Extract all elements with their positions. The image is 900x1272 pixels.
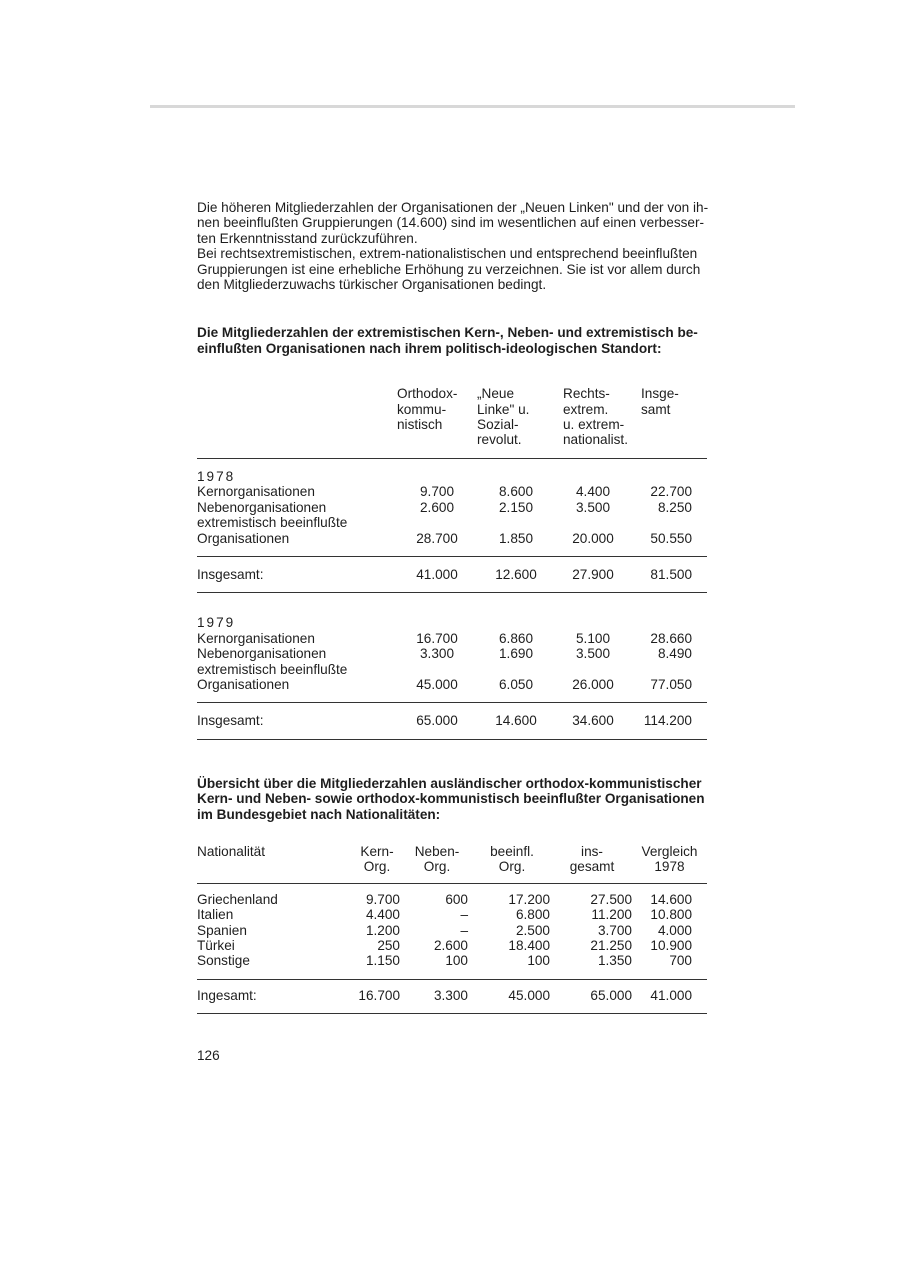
cell-value: 22.700 [650,484,692,500]
header-text: u. extrem- [563,417,625,433]
header-text: 1978 [654,859,685,875]
table1-title-line: einflußten Organisationen nach ihrem politisch-ideologischen Standort: [197,340,662,356]
cell-value: 100 [527,953,550,969]
intro-line: nen beeinflußten Gruppierungen (14.600) sind im wesentlichen auf einen verbesser- [197,215,705,231]
table-row [197,531,707,546]
total-value: 81.500 [650,566,692,582]
row-label: Kernorganisationen [197,630,315,646]
intro-line: Gruppierungen ist eine erhebliche Erhöhung zu verzeichnen. Sie ist vor allem durch [197,261,701,277]
cell-value: 6.050 [498,676,534,692]
intro-line: Die höheren Mitgliederzahlen der Organisationen der „Neuen Linken" und der von ih- [197,200,709,215]
header-text: revolut. [477,432,522,448]
header-text: Rechts- [563,386,610,402]
row-label: Sonstige [197,953,250,969]
row-label: Organisationen [197,530,290,546]
cell-value: 18.400 [508,938,550,953]
row-label: Nebenorganisationen [197,499,327,515]
total-value: 114.200 [643,713,692,729]
table1-year-row [197,615,707,630]
cell-value: 1.200 [365,922,400,938]
intro-text [197,200,709,292]
table-row [197,631,707,646]
row-label: Kernorganisationen [197,484,315,500]
table1-total-row [197,567,707,593]
cell-value: 3.700 [597,922,632,938]
table-row [197,515,707,530]
header-text: Linke" u. [477,401,530,417]
table-row [197,646,707,661]
table-row [197,677,707,692]
scan-edge-line [150,105,795,108]
cell-value: 8.250 [657,499,692,515]
table2-total-row [197,988,707,1014]
table1-year-row [197,469,707,484]
table2-header-side [402,844,472,883]
row-label: Organisationen [197,676,290,692]
cell-value: 17.200 [508,891,550,907]
header-text: Vergleich [641,843,698,859]
table1-header-new-left [477,386,555,458]
table1-header-orthodox [397,386,477,458]
total-label: Insgesamt: [197,713,264,729]
cell-value: 77.050 [650,676,692,692]
cell-value: 1.850 [498,530,534,546]
row-label: Italien [197,907,234,923]
membership-by-ideology-table [197,386,707,762]
table2-title-line: Übersicht über die Mitgliederzahlen ausländischer orthodox-kommunistischer [197,775,702,791]
row-label: extremistisch beeinflußte [197,515,348,531]
cell-value: 250 [377,938,400,953]
table1-header-right-extreme [555,386,631,458]
cell-value: 9.700 [419,484,455,500]
table-row [197,953,707,968]
total-value: 41.000 [650,987,692,1003]
cell-value: 4.000 [657,922,692,938]
header-text: Kern- [360,843,394,859]
intro-line: Bei rechtsextremistischen, extrem-nationalistischen und entsprechend beeinflußten [197,246,698,262]
total-value: 27.900 [572,566,614,582]
header-text: ins- [581,843,603,859]
cell-value: 2.500 [515,922,550,938]
header-text: extrem. [563,401,609,417]
cell-value: 28.700 [416,530,458,546]
total-value: 45.000 [508,987,550,1003]
total-value: 14.600 [495,713,537,729]
header-text: Insge- [641,386,679,402]
header-text: kommu- [397,401,447,417]
cell-value: 16.700 [416,630,458,646]
cell-value: 1.690 [498,646,534,662]
header-text: nistisch [397,417,443,433]
table-row [197,907,707,922]
cell-value: 700 [669,953,692,969]
cell-value: 5.100 [575,630,611,646]
table2-title-line: im Bundesgebiet nach Nationalitäten: [197,806,441,822]
table2-header-total [552,844,632,883]
cell-value: – [460,907,468,923]
cell-value: 10.900 [650,938,692,953]
year-label: 1978 [197,468,236,484]
header-text: Org. [363,859,391,875]
row-label: Nebenorganisationen [197,646,327,662]
table2-header-row [197,844,707,883]
table2-title-line: Kern- und Neben- sowie orthodox-kommunistisch beeinflußter Organisationen [197,791,705,807]
table1-header-total [631,386,707,458]
year-label: 1979 [197,615,236,631]
cell-value: 28.660 [650,630,692,646]
cell-value: 600 [445,891,468,907]
membership-by-nationality-table [197,844,707,1016]
cell-value: 2.150 [498,499,534,515]
table2-header-core [352,844,402,883]
total-value: 3.300 [433,987,468,1003]
cell-value: 8.490 [657,646,692,662]
cell-value: 4.400 [575,484,611,500]
row-label: Griechenland [197,891,278,907]
cell-value: 1.150 [365,953,400,969]
intro-line: ten Erkenntnisstand zurückzuführen. [197,230,418,246]
total-value: 34.600 [572,713,614,729]
cell-value: 26.000 [572,676,614,692]
total-value: 65.000 [416,713,458,729]
cell-value: 3.500 [575,499,611,515]
cell-value: 21.250 [590,938,632,953]
header-text: gesamt [569,859,615,875]
cell-value: 2.600 [419,499,455,515]
table1-header-row [197,386,707,458]
table-row [197,938,707,953]
cell-value: 50.550 [650,530,692,546]
cell-value: 1.350 [597,953,632,969]
table1-total-row [197,713,707,739]
table-row [197,662,707,677]
table2-title [197,776,709,822]
cell-value: 9.700 [365,891,400,907]
header-text: beeinfl. [490,843,534,859]
table-row [197,484,707,499]
table2-header-influenced [472,844,552,883]
header-text: Sozial- [477,417,519,433]
cell-value: 6.860 [498,630,534,646]
header-text: „Neue [477,386,515,402]
document-page [197,200,709,1016]
total-value: 16.700 [358,987,400,1003]
table1-title [197,325,709,356]
page-number: 126 [197,1048,220,1063]
header-text: samt [641,401,671,417]
cell-value: 3.300 [419,646,455,662]
header-text: Org. [423,859,451,875]
table2-header-nationality [197,844,352,883]
cell-value: 27.500 [590,891,632,907]
cell-value: 2.600 [433,938,468,953]
total-label: Insgesamt: [197,566,264,582]
table-row [197,500,707,515]
total-value: 65.000 [590,987,632,1003]
row-label: extremistisch beeinflußte [197,661,348,677]
cell-value: 45.000 [416,676,458,692]
row-label: Türkei [197,938,235,953]
cell-value: 4.400 [365,907,400,923]
cell-value: 6.800 [515,907,550,923]
cell-value: 14.600 [650,891,692,907]
header-text: nationalist. [563,432,628,448]
total-label: Ingesamt: [197,987,257,1003]
table-row [197,892,707,907]
table2-header-comparison [632,844,707,883]
cell-value: – [460,922,468,938]
header-text: Nationalität [197,843,266,859]
cell-value: 3.500 [575,646,611,662]
total-value: 41.000 [416,566,458,582]
table-row [197,923,707,938]
table1-header-empty [197,386,397,458]
header-text: Org. [498,859,526,875]
cell-value: 8.600 [498,484,534,500]
intro-line: den Mitgliederzuwachs türkischer Organisationen bedingt. [197,277,547,293]
total-value: 12.600 [495,566,537,582]
table1-title-line: Die Mitgliederzahlen der extremistischen Kern-, Neben- und extremistisch be- [197,325,698,341]
header-text: Neben- [414,843,460,859]
header-text: Orthodox- [397,386,458,402]
row-label: Spanien [197,922,247,938]
cell-value: 100 [445,953,468,969]
cell-value: 20.000 [572,530,614,546]
cell-value: 11.200 [591,907,632,923]
cell-value: 10.800 [650,907,692,923]
